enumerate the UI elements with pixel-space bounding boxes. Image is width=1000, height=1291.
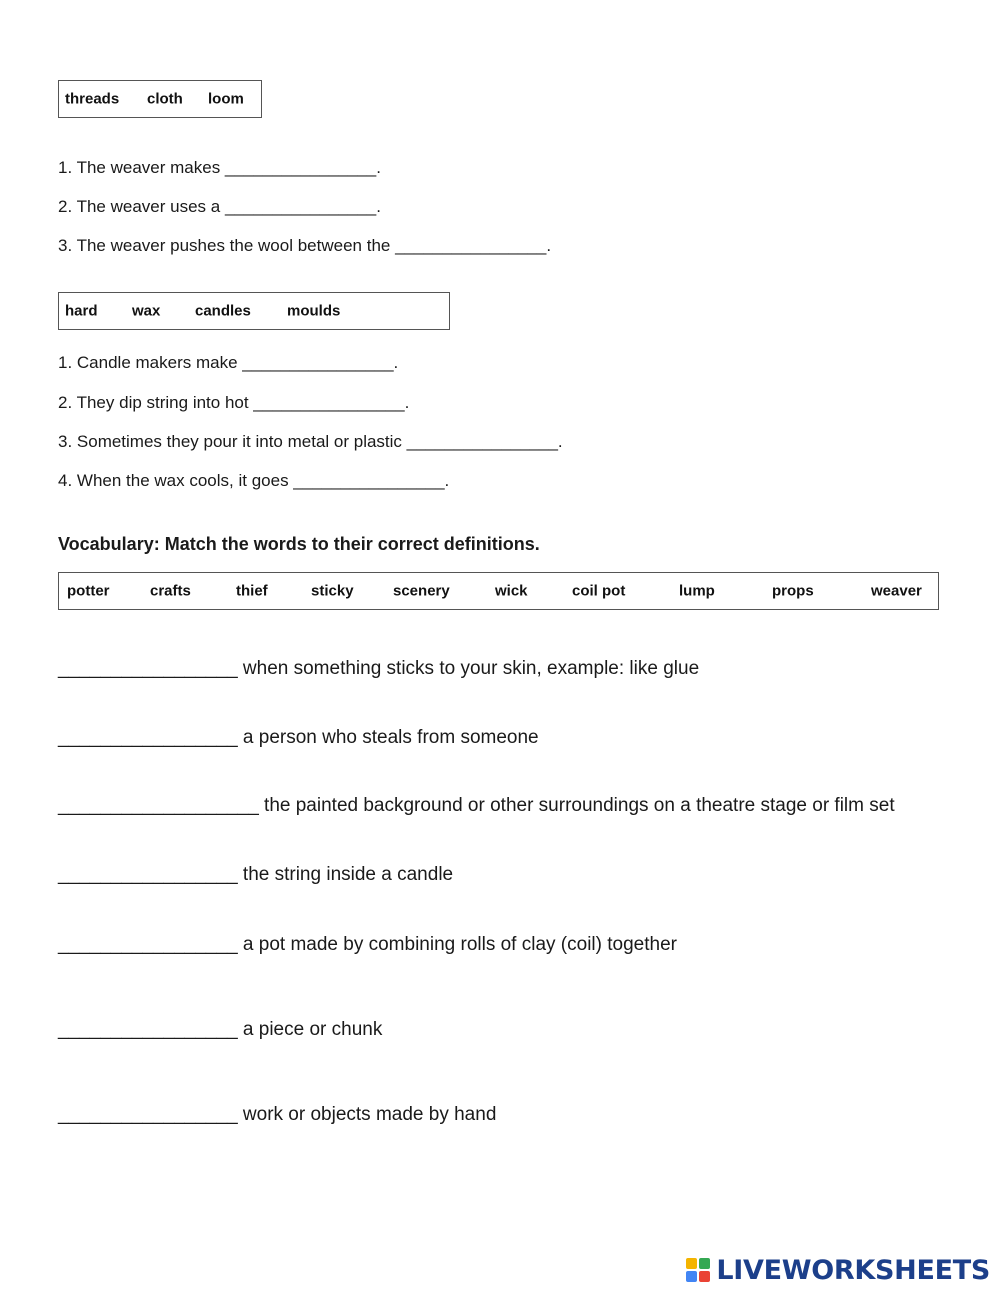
definition-3: ___________________ the painted background or other surroundings on a theatre stage or film set	[58, 795, 895, 816]
vocab-heading: Vocabulary: Match the words to their correct definitions.	[58, 534, 540, 554]
vocab-word: thief	[236, 582, 268, 600]
sentence-7: 4. When the wax cools, it goes ________________.	[58, 471, 450, 490]
word-bank-item: loom	[208, 90, 244, 108]
definition-2: _________________ a person who steals from someone	[58, 727, 539, 748]
word-bank-item: candles	[195, 302, 251, 320]
word-bank-item: hard	[65, 302, 98, 320]
sentence-2: 2. The weaver uses a ________________.	[58, 197, 381, 216]
logo-text: LIVEWORKSHEETS	[716, 1254, 990, 1286]
vocab-word: weaver	[871, 582, 922, 600]
vocab-word: crafts	[150, 582, 191, 600]
vocab-word: wick	[495, 582, 528, 600]
vocab-word: scenery	[393, 582, 450, 600]
vocab-word: lump	[679, 582, 715, 600]
definition-6: _________________ a piece or chunk	[58, 1019, 383, 1040]
liveworksheets-logo	[686, 1252, 990, 1288]
logo-block	[686, 1271, 697, 1282]
word-bank-item: cloth	[147, 90, 183, 108]
sentence-1: 1. The weaver makes ________________.	[58, 158, 381, 177]
logo-block	[699, 1271, 710, 1282]
vocab-word: potter	[67, 582, 110, 600]
vocab-word: props	[772, 582, 814, 600]
vocab-word-bank	[58, 572, 939, 610]
word-bank-item: threads	[65, 90, 120, 108]
logo-block	[699, 1258, 710, 1269]
word-bank-item: moulds	[287, 302, 341, 320]
logo-block	[686, 1258, 697, 1269]
word-bank-box-1	[58, 80, 262, 118]
definition-5: _________________ a pot made by combining rolls of clay (coil) together	[58, 934, 677, 955]
word-bank-item: wax	[132, 302, 161, 320]
vocab-word: sticky	[311, 582, 354, 600]
vocab-word: coil pot	[572, 582, 626, 600]
logo-blocks-icon	[686, 1258, 710, 1282]
sentence-4: 1. Candle makers make ________________.	[58, 353, 399, 372]
definition-1: _________________ when something sticks to your skin, example: like glue	[58, 658, 700, 679]
definition-4: _________________ the string inside a candle	[58, 864, 454, 885]
sentence-3: 3. The weaver pushes the wool between the ________________.	[58, 236, 552, 255]
definition-7: _________________ work or objects made by hand	[58, 1104, 497, 1125]
sentence-6: 3. Sometimes they pour it into metal or plastic ________________.	[58, 432, 563, 451]
sentence-5: 2. They dip string into hot ________________.	[58, 393, 410, 412]
word-bank-box-2	[58, 292, 450, 330]
